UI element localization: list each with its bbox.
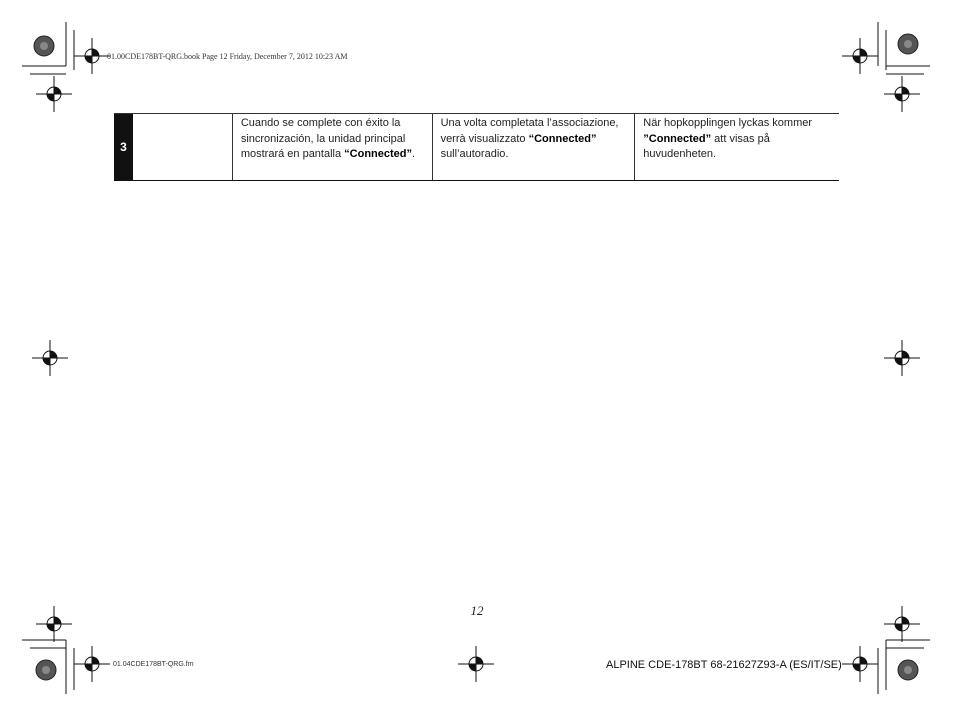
step-3-row — [114, 113, 839, 181]
swedish-suffix: att visas på huvudenheten. — [643, 132, 770, 160]
page-number: 12 — [470, 603, 484, 618]
spanish-instruction — [233, 114, 433, 180]
star-target-icon — [898, 34, 918, 54]
star-target-icon — [34, 36, 54, 56]
registration-mark-icon — [884, 76, 920, 112]
spanish-suffix: . — [412, 148, 416, 160]
italian-connected-label: “Connected” — [528, 132, 597, 145]
registration-mark-icon — [74, 646, 110, 682]
book-info-header: 01.00CDE178BT-QRG.book Page 12 Friday, December 7, 2012 10:23 AM — [107, 52, 348, 61]
registration-mark-icon — [884, 340, 920, 376]
spanish-connected-label: “Connected” — [344, 148, 413, 160]
swedish-text: När hopkopplingen lyckas kommer — [643, 117, 813, 129]
registration-mark-icon — [74, 38, 110, 74]
registration-mark-icon — [842, 38, 878, 74]
registration-mark-icon — [842, 646, 878, 682]
swedish-connected-label: ”Connected” — [643, 132, 712, 145]
footer-file-name: 01.04CDE178BT-QRG.fm — [113, 661, 194, 668]
step-image-cell — [133, 114, 233, 180]
spanish-text: Cuando se complete con éxito la sincronización, la unidad principal mostrará en pantalla — [240, 117, 406, 160]
registration-mark-icon — [32, 340, 68, 376]
footer-model-info: ALPINE CDE-178BT 68-21627Z93-A (ES/IT/SE) — [606, 659, 842, 671]
registration-mark-icon — [36, 76, 72, 112]
registration-mark-icon — [884, 606, 920, 642]
registration-mark-icon — [36, 606, 72, 642]
italian-instruction — [433, 114, 636, 180]
registration-mark-icon — [458, 646, 494, 682]
star-target-icon — [898, 660, 918, 680]
step-number-badge: 3 — [114, 114, 133, 180]
italian-suffix: sull’autoradio. — [440, 148, 509, 160]
italian-text: Una volta completata l’associazione, verrà visualizzato — [440, 117, 619, 145]
star-target-icon — [36, 660, 56, 680]
swedish-instruction — [635, 114, 839, 180]
